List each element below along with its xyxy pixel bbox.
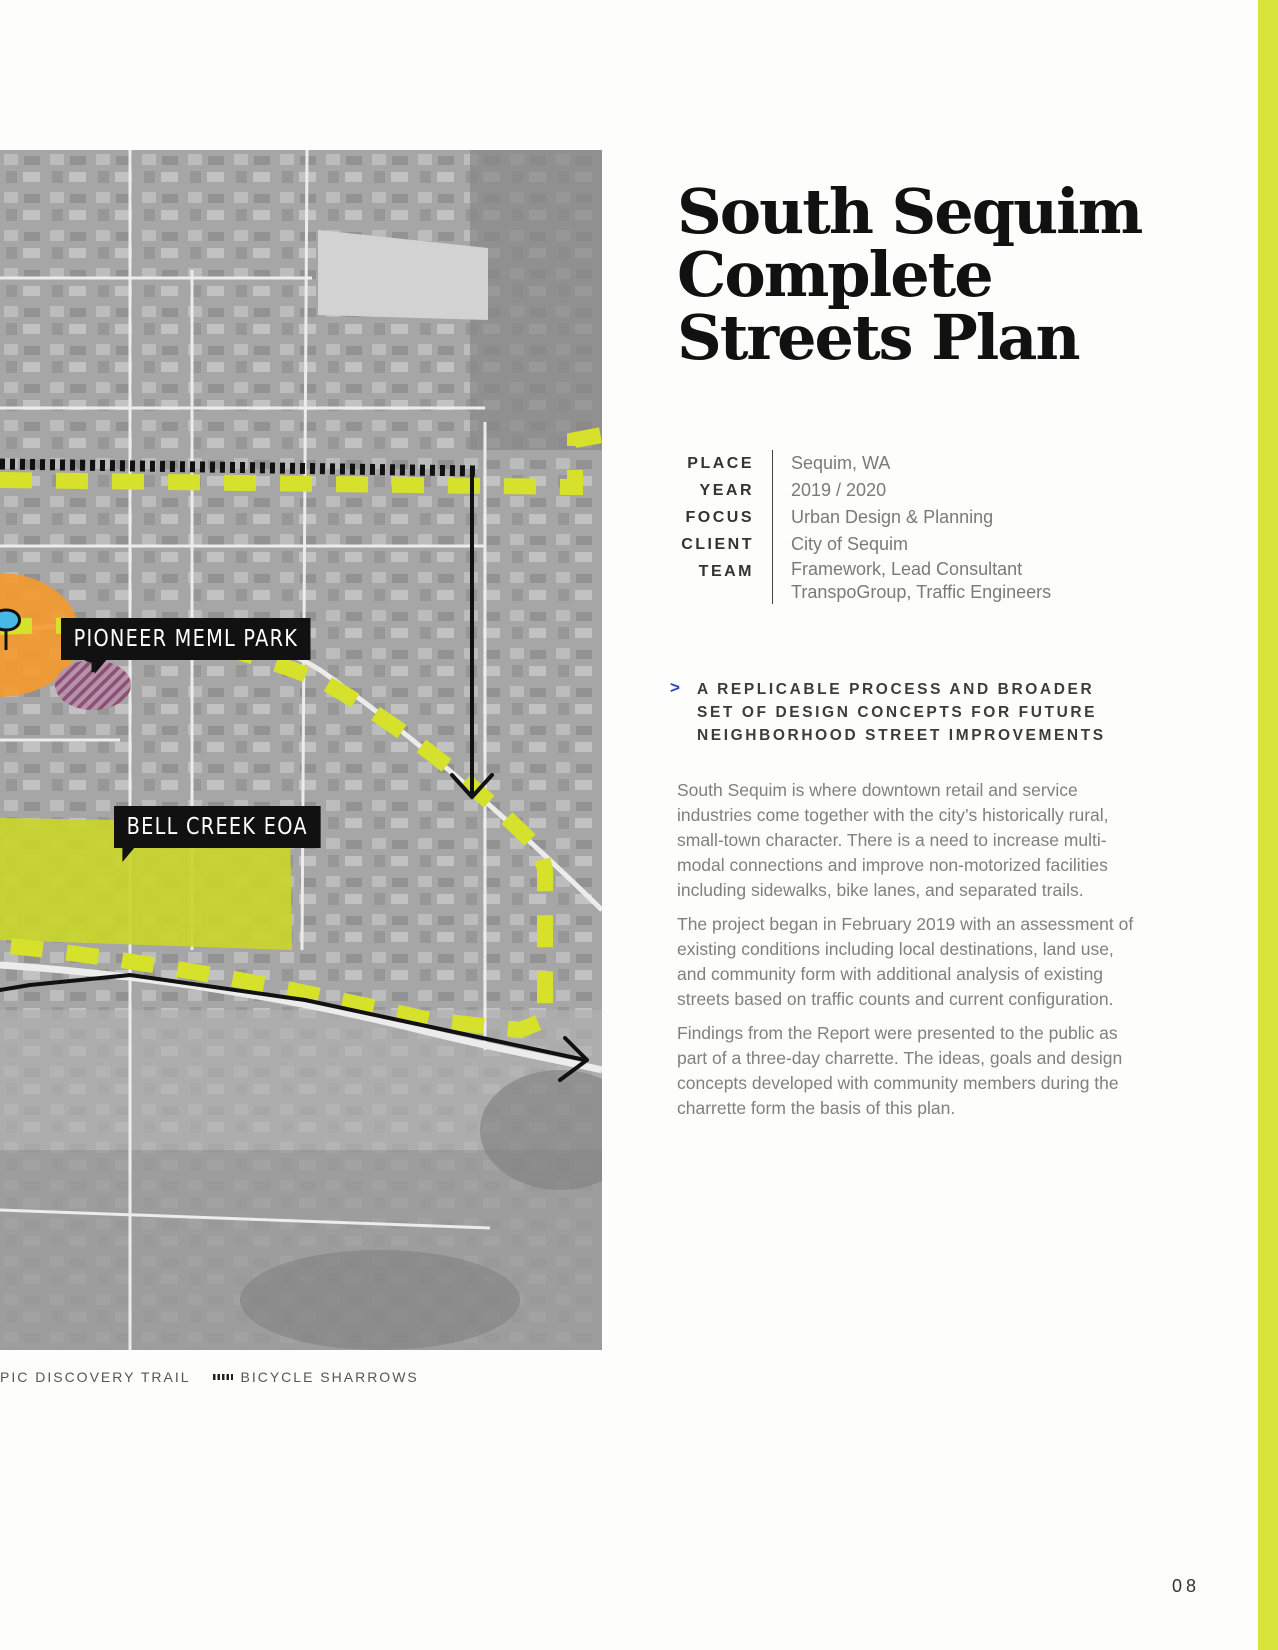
- fact-year: [640, 477, 1100, 504]
- fact-place-value: Sequim, WA: [772, 450, 890, 477]
- sharrows-swatch-icon: [213, 1374, 233, 1380]
- body-paragraph-2: The project began in February 2019 with an assessment of existing conditions including local destinations, land use, and community form with additional analysis of existing streets based on traffic counts and current configuration.: [677, 914, 1134, 1009]
- page-title: [677, 175, 1157, 374]
- callout-pioneer-meml-park: PIONEER MEML PARK: [61, 618, 311, 660]
- page-number: 08: [1172, 1576, 1201, 1596]
- tagline-line-3: NEIGHBORHOOD STREET IMPROVEMENTS: [697, 727, 1106, 744]
- fact-year-value: 2019 / 2020: [772, 477, 886, 504]
- fact-client-value: City of Sequim: [772, 531, 908, 558]
- fact-year-label: YEAR: [699, 482, 754, 499]
- fact-team-line-1: Framework, Lead Consultant: [791, 559, 1023, 579]
- fact-place-label: PLACE: [687, 455, 754, 472]
- aerial-map: [0, 150, 602, 1350]
- body-paragraph-1: South Sequim is where downtown retail and service industries come together with the city’s historically rural, small-town character. There is a need to increase multi-modal connections and improve non-motorized facilities including sidewalks, bike lanes, and separated trails.: [677, 780, 1109, 900]
- tagline: [670, 678, 1120, 747]
- fact-place: [640, 450, 1100, 477]
- legend-trail-label: PIC DISCOVERY TRAIL: [0, 1369, 191, 1385]
- callout-bell-creek-eoa: BELL CREEK EOA: [114, 806, 320, 848]
- map-legend: [0, 1369, 419, 1385]
- body-text: [677, 778, 1137, 1130]
- legend-sharrows-label: BICYCLE SHARROWS: [240, 1369, 419, 1385]
- fact-focus-value: Urban Design & Planning: [772, 504, 993, 531]
- fact-client-label: CLIENT: [681, 536, 754, 553]
- fact-client: [640, 531, 1100, 558]
- fact-focus: [640, 504, 1100, 531]
- tagline-line-2: SET OF DESIGN CONCEPTS FOR FUTURE: [697, 704, 1098, 721]
- title-line-2: Complete: [677, 238, 992, 311]
- title-line-3: Streets Plan: [677, 301, 1079, 374]
- project-facts: [640, 450, 1100, 604]
- body-paragraph-3: Findings from the Report were presented to the public as part of a three-day charrette. The ideas, goals and design concepts developed with community members during the charrette form the basis of this plan.: [677, 1023, 1123, 1118]
- tagline-line-1: A REPLICABLE PROCESS AND BROADER: [697, 681, 1095, 698]
- accent-bar: [1258, 0, 1278, 1650]
- fact-team-value: [772, 558, 1051, 604]
- fact-team: [640, 558, 1100, 604]
- fact-team-label: TEAM: [698, 563, 754, 580]
- fact-focus-label: FOCUS: [685, 509, 754, 526]
- fact-team-line-2: TranspoGroup, Traffic Engineers: [791, 582, 1052, 602]
- title-line-1: South Sequim: [677, 175, 1142, 248]
- chevron-right-icon: >: [670, 678, 680, 697]
- map-graphic: [0, 150, 602, 1350]
